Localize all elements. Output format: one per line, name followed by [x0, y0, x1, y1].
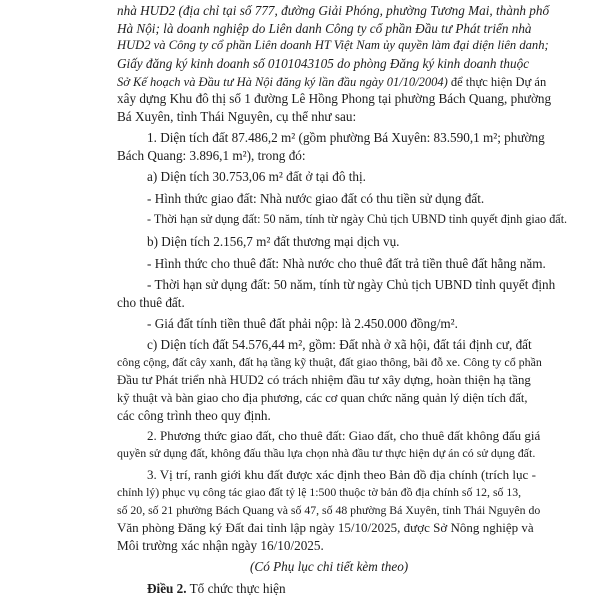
text-line: cho thuê đất.	[117, 294, 185, 310]
text-line: - Giá đất tính tiền thuê đất phải nộp: là 2.450.000 đồng/m².	[147, 315, 458, 331]
text-line: c) Diện tích đất 54.576,44 m², gồm: Đất nhà ở xã hội, đất tái định cư, đất	[147, 337, 532, 353]
text-span: Sở Kế hoạch và Đầu tư Hà Nội đăng ký lần đầu ngày 01/10/2004)	[117, 74, 448, 89]
text-line: Giấy đăng ký kinh doanh số 0101043105 do phòng Đăng ký kinh doanh thuộc	[117, 56, 530, 72]
text-line: - Thời hạn sử dụng đất: 50 năm, tính từ ngày Chủ tịch UBND tỉnh quyết định giao đất.	[147, 211, 568, 226]
text-line: quyền sử dụng đất, không đấu thầu lựa chọn nhà đầu tư thực hiện dự án có sử dụng đất.	[117, 446, 536, 461]
text-line: kỹ thuật và bàn giao cho địa phương, các cơ quan chức năng quản lý diện tích đất,	[117, 390, 528, 405]
text-line: xây dựng Khu đô thị số 1 đường Lê Hồng Phong tại phường Bách Quang, phường	[117, 91, 552, 107]
text-line	[117, 73, 591, 91]
text-line: Bách Quang: 3.896,1 m²), trong đó:	[117, 147, 306, 163]
article-title: Tổ chức thực hiện	[186, 581, 286, 596]
section-heading	[147, 580, 286, 597]
text-line: Bá Xuyên, tỉnh Thái Nguyên, cụ thể như sau:	[117, 109, 357, 125]
text-line: Môi trường xác nhận ngày 16/10/2025.	[117, 538, 324, 554]
text-line: Hà Nội; là doanh nghiệp do Liên danh Công ty cổ phần Đầu tư Phát triển nhà	[117, 20, 532, 36]
text-line: HUD2 và Công ty cổ phần Liên doanh HT Việt Nam ủy quyền làm đại diện liên danh;	[117, 38, 549, 53]
text-line: số 20, số 21 phường Bách Quang và số 47, số 48 phường Bá Xuyên, tỉnh Thái Nguyên do	[117, 502, 541, 517]
text-line: - Hình thức cho thuê đất: Nhà nước cho thuê đất trả tiền thuê đất hằng năm.	[147, 255, 546, 271]
text-line: a) Diện tích 30.753,06 m² đất ở tại đô thị.	[147, 168, 366, 184]
appendix-note: (Có Phụ lục chi tiết kèm theo)	[250, 559, 409, 575]
article-number: Điều 2.	[147, 581, 187, 596]
text-line: Văn phòng Đăng ký Đất đai tỉnh lập ngày 15/10/2025, được Sở Nông nghiệp và	[117, 520, 534, 536]
text-line: 3. Vị trí, ranh giới khu đất được xác định theo Bản đồ địa chính (trích lục -	[147, 467, 536, 483]
text-line: 1. Diện tích đất 87.486,2 m² (gồm phường Bá Xuyên: 83.590,1 m²; phường	[147, 130, 545, 146]
text-span: để thực hiện Dự án	[447, 74, 547, 89]
text-line: b) Diện tích 2.156,7 m² đất thương mại dịch vụ.	[147, 233, 400, 249]
text-line: - Thời hạn sử dụng đất: 50 năm, tính từ ngày Chủ tịch UBND tỉnh quyết định	[147, 276, 556, 292]
text-line: công cộng, đất cây xanh, đất hạ tầng kỹ thuật, đất giao thông, bãi đỗ xe. Công ty cổ phần	[117, 355, 542, 370]
text-line: các công trình theo quy định.	[117, 408, 271, 424]
text-line: 2. Phương thức giao đất, cho thuê đất: Giao đất, cho thuê đất không đấu giá	[147, 428, 541, 444]
text-line: nhà HUD2 (địa chỉ tại số 777, đường Giải Phóng, phường Tương Mai, thành phố	[117, 3, 550, 18]
text-line: - Hình thức giao đất: Nhà nước giao đất có thu tiền sử dụng đất.	[147, 190, 485, 206]
text-line: Đầu tư Phát triển nhà HUD2 có trách nhiệm đầu tư xây dựng, hoàn thiện hạ tầng	[117, 372, 531, 387]
text-line: chỉnh lý) phục vụ công tác giao đất tỷ lệ 1:500 thuộc tờ bản đồ địa chính số 12, số 13,	[117, 484, 522, 499]
